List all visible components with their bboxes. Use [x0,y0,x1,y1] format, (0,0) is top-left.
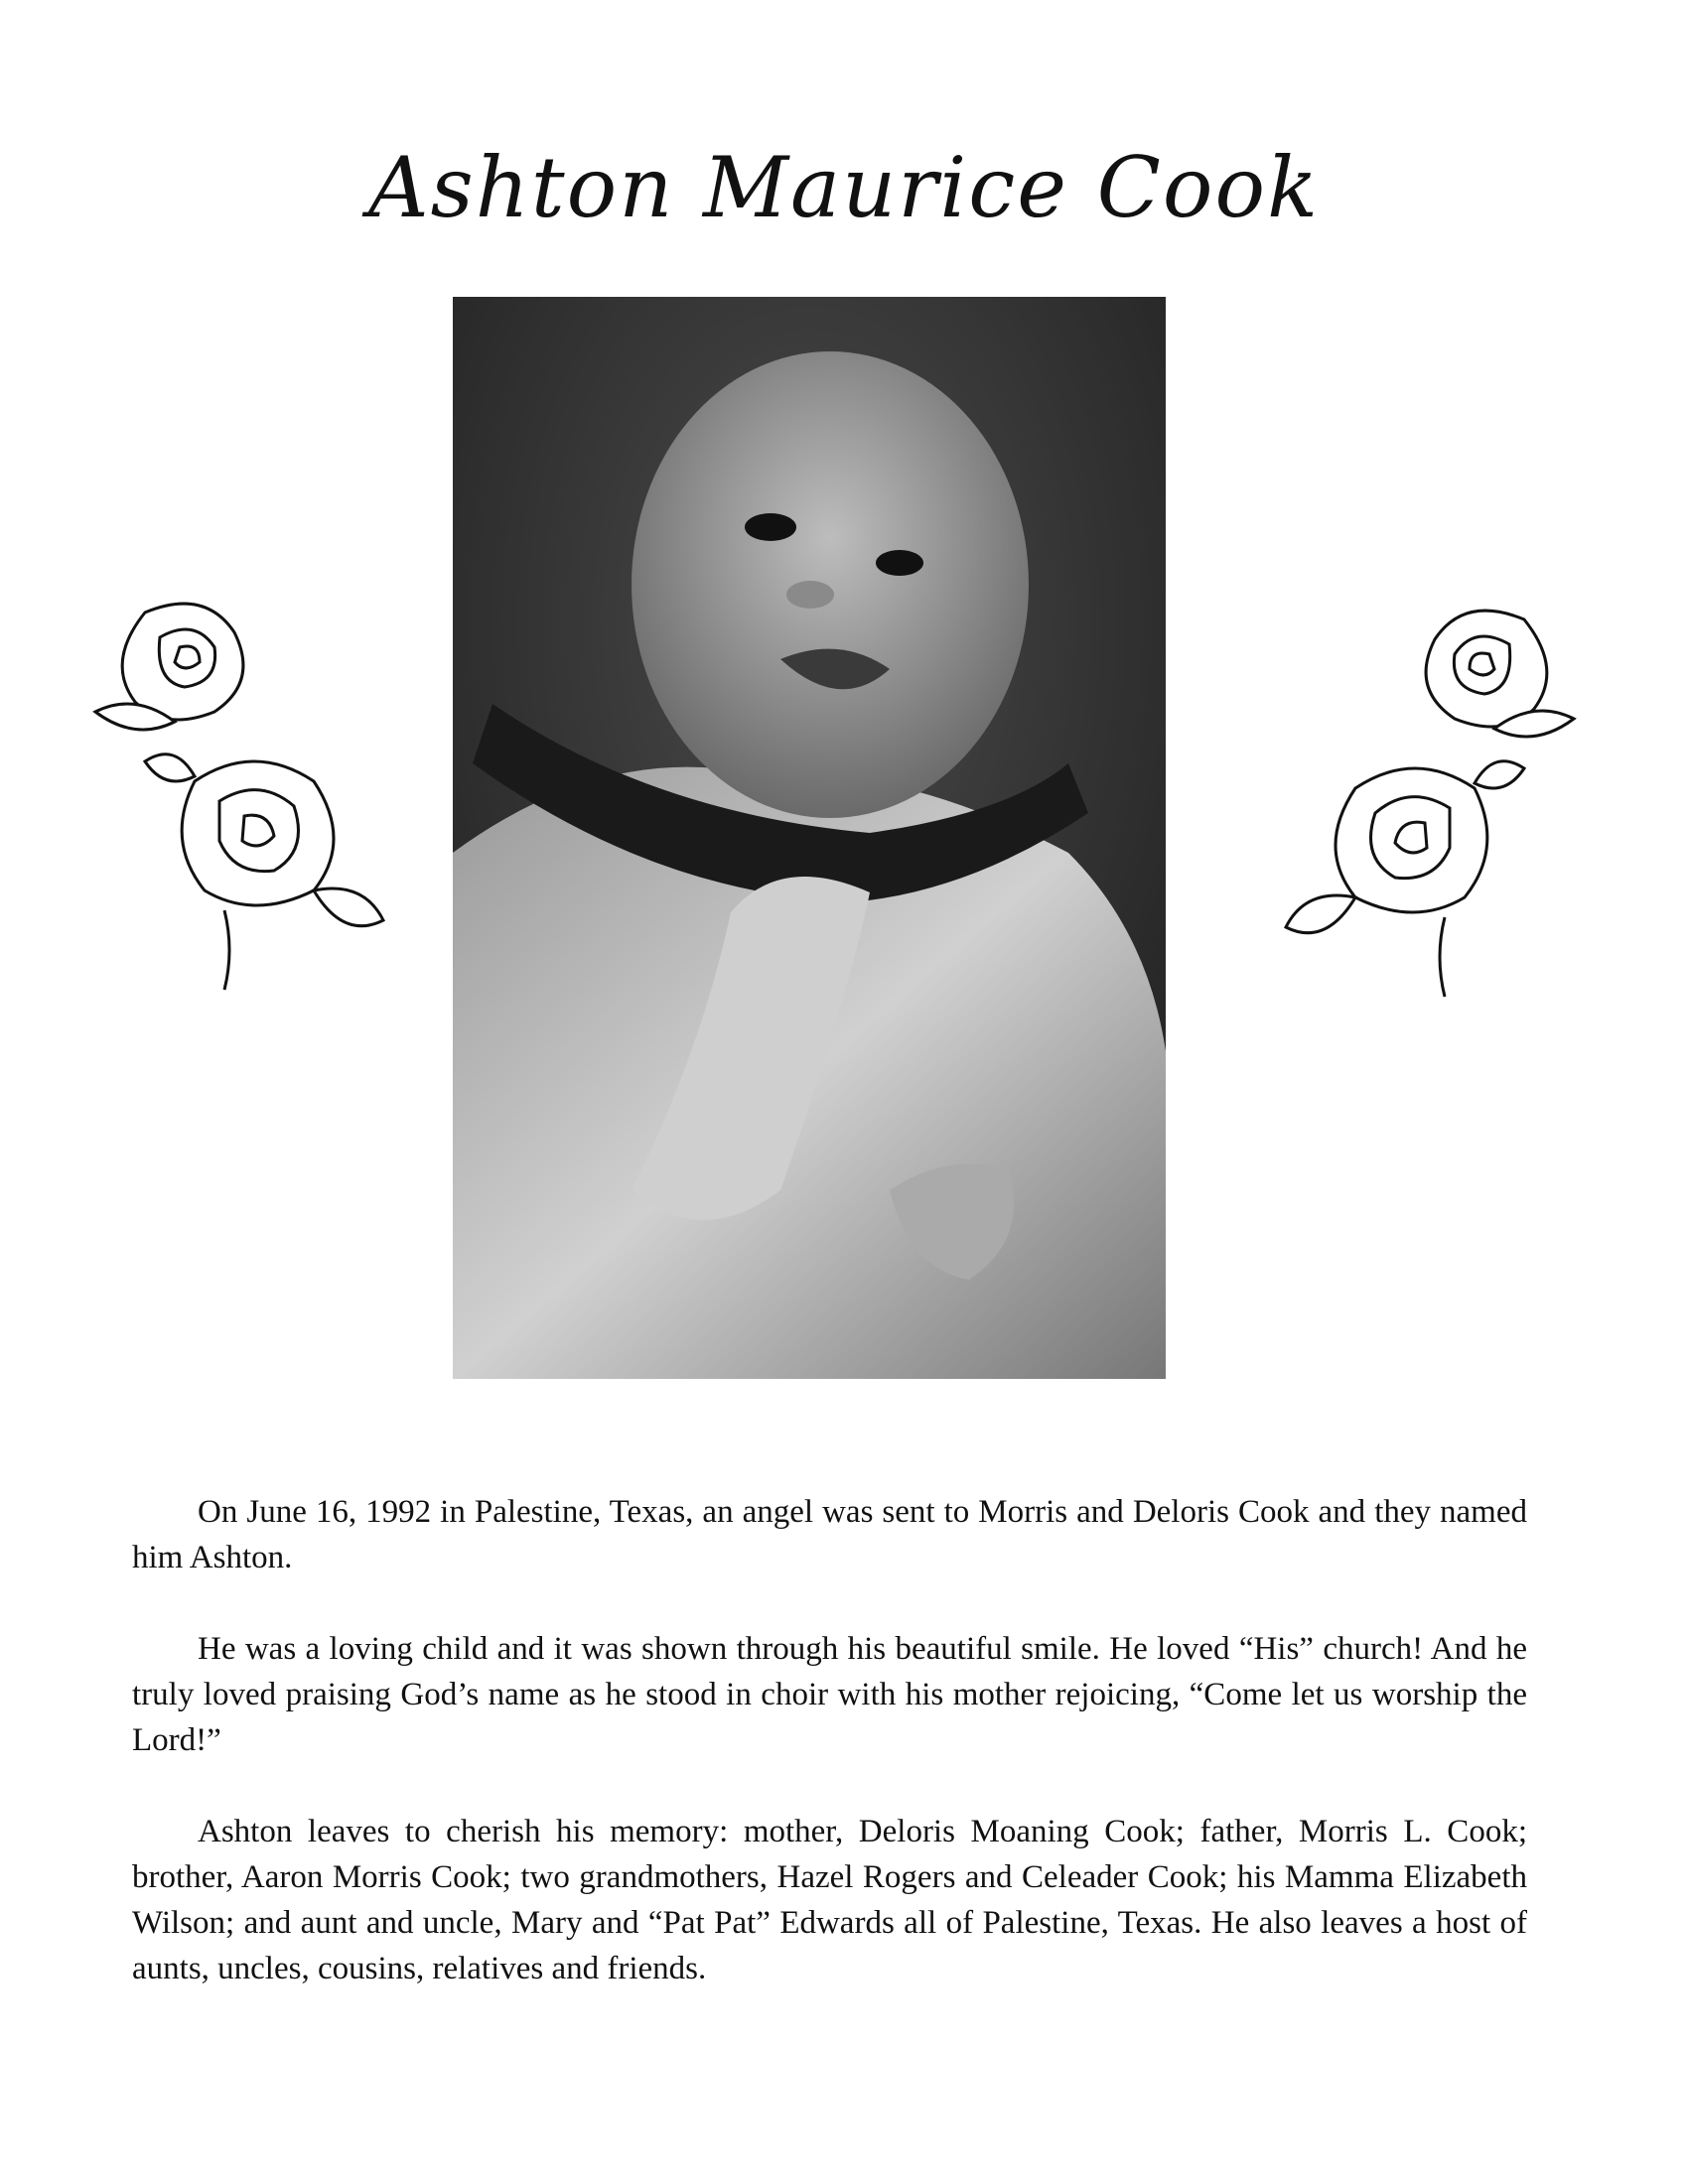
paragraph-birth: On June 16, 1992 in Palestine, Texas, an angel was sent to Morris and Deloris Cook and they named him Ashton. [132,1494,1527,1575]
rose-icon [85,593,393,996]
page-title: Ashton Maurice Cook [368,139,1320,236]
obituary-text [132,1489,1527,2037]
baby-portrait-photo [453,297,1166,1379]
rose-icon [1276,600,1584,1003]
paragraph-character: He was a loving child and it was shown through his beautiful smile. He loved “His” church! And he truly loved praising God’s name as he stood in choir with his mother rejoicing, “Come let us worship the Lord!” [132,1631,1527,1758]
paragraph-survivors: Ashton leaves to cherish his memory: mother, Deloris Moaning Cook; father, Morris L. Cook; brother, Aaron Morris Cook; two grandmothers, Hazel Rogers and Celeader Cook; his Mamma Elizabeth Wilson; and aunt and uncle, Mary and “Pat Pat” Edwards all of Palestine, Texas. He also leaves a host of aunts, uncles, cousins, relatives and friends. [132,1814,1527,1986]
